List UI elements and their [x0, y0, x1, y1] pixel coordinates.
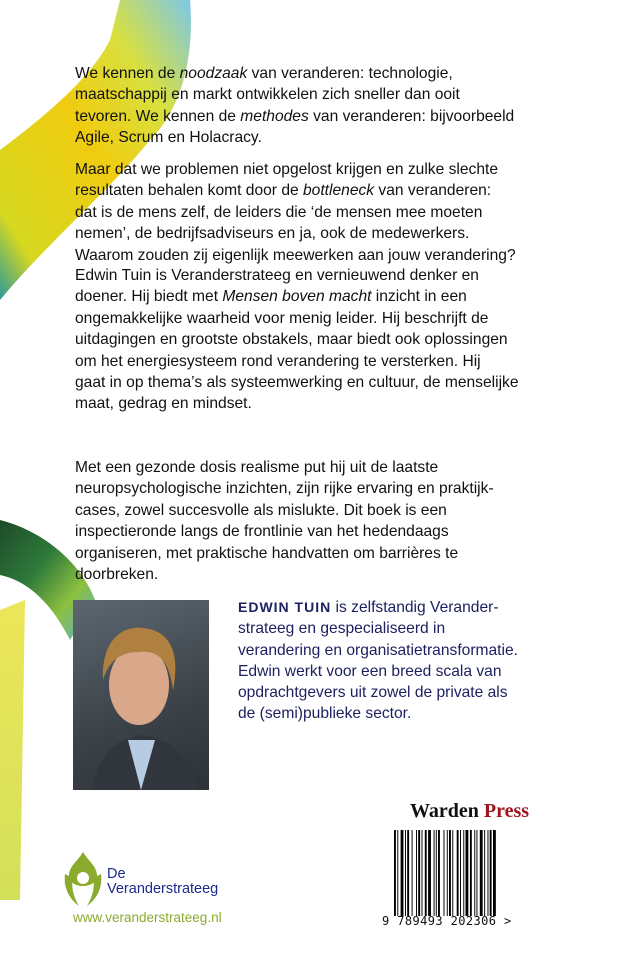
paragraph-line: [75, 478, 494, 499]
body-paragraph: [75, 63, 514, 149]
barcode-bar: [418, 830, 420, 916]
logo-line: De: [107, 866, 126, 882]
text-segment: inzicht in een: [371, 288, 467, 306]
bio-line: strateeg en gespecialiseerd in: [238, 620, 446, 638]
paragraph-line: [75, 84, 514, 105]
text-segment: van veranderen: bijvoorbeeld: [308, 107, 515, 125]
paragraph-line: [75, 521, 494, 542]
logo-line: Veranderstrateeg: [107, 881, 219, 897]
isbn-number: 9 789493 202306 >: [382, 914, 512, 928]
body-paragraph: [75, 159, 516, 266]
barcode-bar: [477, 830, 478, 916]
text-segment: uitdagingen en grootste obstakels, maar biedt ook oplossingen: [75, 331, 508, 349]
paragraph-line: [75, 245, 516, 266]
barcode-bar: [493, 830, 496, 916]
text-segment: inspectieronde langs de frontlinie van het hedendaags: [75, 523, 449, 541]
publisher-name-press: Press: [483, 800, 530, 822]
paragraph-line: [75, 308, 519, 329]
author-name: EDWIN TUIN: [238, 599, 332, 615]
paragraph-line: [75, 106, 514, 127]
emphasized-text: Mensen boven macht: [222, 288, 372, 306]
barcode-bar: [416, 830, 417, 916]
barcode-bar: [463, 830, 464, 916]
paragraph-line: [75, 180, 516, 201]
veranderstrateeg-logo-icon: [63, 852, 103, 908]
bio-line: is zelfstandig Verander-: [331, 599, 499, 616]
text-segment: Edwin Tuin is Veranderstrateeg en vernieuwend denker en: [75, 267, 479, 284]
barcode-bar: [484, 830, 485, 916]
website-link[interactable]: www.veranderstrateeg.nl: [73, 910, 222, 925]
barcode-bar: [434, 830, 435, 916]
barcode-bar: [422, 830, 423, 916]
text-segment: Maar dat we problemen niet opgelost krijgen en zulke slechte: [75, 161, 499, 178]
barcode-bar: [436, 830, 437, 916]
barcode-bar: [405, 830, 406, 916]
barcode-bar: [490, 830, 492, 916]
emphasized-text: bottleneck: [303, 182, 375, 200]
text-segment: Agile, Scrum en Holacracy.: [75, 129, 262, 147]
body-paragraph: [75, 265, 519, 415]
body-paragraph: [75, 457, 494, 585]
text-segment: maat, gedrag en mindset.: [75, 395, 252, 413]
barcode-bar: [397, 830, 398, 916]
barcode-bar: [401, 830, 404, 916]
text-segment: van veranderen:: [374, 182, 492, 200]
barcode-bar: [412, 830, 413, 916]
barcode-bar: [457, 830, 459, 916]
barcode-bar: [438, 830, 440, 916]
paragraph-line: [75, 223, 516, 244]
barcode-bar: [452, 830, 453, 916]
barcode-bar: [460, 830, 461, 916]
paragraph-line: [75, 372, 519, 393]
publisher-logo: [410, 800, 529, 823]
barcode-bar: [480, 830, 483, 916]
paragraph-line: [75, 564, 494, 585]
text-segment: cases, zowel succesvolle als mislukte. Dit boek is een: [75, 501, 447, 519]
bio-line: opdrachtgevers uit zowel de private als: [238, 684, 508, 702]
paragraph-line: [75, 500, 494, 521]
text-segment: maatschappij en markt ontwikkelen zich sneller dan ooit: [75, 86, 460, 104]
paragraph-line: [75, 159, 516, 180]
barcode-bar: [428, 830, 431, 916]
text-segment: organiseren, met praktische handvatten om barrières te: [75, 544, 459, 562]
paragraph-line: [75, 351, 519, 372]
barcode-bar: [447, 830, 448, 916]
publisher-name: Warden: [410, 800, 479, 822]
text-segment: Waarom zouden zij eigenlijk meewerken aan jouw verandering?: [75, 246, 516, 264]
text-segment: dat is de mens zelf, de leiders die ‘de mensen mee moeten: [75, 203, 483, 221]
emphasized-text: methodes: [240, 107, 309, 125]
barcode-bar: [444, 830, 445, 916]
paragraph-line: [75, 393, 519, 414]
paragraph-line: [75, 286, 519, 307]
paragraph-line: [75, 127, 514, 148]
text-segment: om het energiesysteem rond verandering te versterken. Hij: [75, 352, 481, 370]
text-segment: ongemakkelijke waarheid voor menig leider. Hij beschrijft de: [75, 309, 489, 327]
barcode-bar: [470, 830, 472, 916]
barcode-bar: [449, 830, 451, 916]
paragraph-line: [75, 329, 519, 350]
paragraph-line: [75, 63, 514, 84]
emphasized-text: noodzaak: [179, 65, 248, 82]
paragraph-line: [75, 265, 519, 286]
barcode-bar: [474, 830, 475, 916]
bio-line: Edwin werkt voor een breed scala van: [238, 662, 502, 680]
text-segment: tevoren. We kennen de: [75, 107, 241, 125]
author-bio: [238, 597, 518, 725]
text-segment: nemen’, de bedrijfsadviseurs en ja, ook de medewerkers.: [75, 225, 470, 243]
text-segment: van veranderen: technologie,: [247, 65, 453, 82]
text-segment: Met een gezonde dosis realisme put hij uit de laatste: [75, 459, 439, 476]
text-segment: doorbreken.: [75, 566, 159, 584]
barcode-bar: [407, 830, 409, 916]
paragraph-line: [75, 457, 494, 478]
text-segment: neuropsychologische inzichten, zijn rijke ervaring en praktijk-: [75, 480, 494, 498]
logo-text: [107, 867, 218, 897]
text-segment: gaat in op thema’s als systeemwerking en cultuur, de menselijke: [75, 374, 519, 392]
bio-line: verandering en organisatietransformatie.: [238, 641, 518, 659]
barcode-bar: [466, 830, 469, 916]
text-segment: We kennen de: [75, 65, 180, 82]
paragraph-line: [75, 202, 516, 223]
paragraph-line: [75, 543, 494, 564]
barcode-bar: [425, 830, 427, 916]
barcode-bar: [394, 830, 396, 916]
text-segment: resultaten behalen komt door de: [75, 182, 303, 200]
bio-line: de (semi)publieke sector.: [238, 705, 412, 723]
barcode-bar: [488, 830, 489, 916]
text-segment: doener. Hij biedt met: [75, 288, 223, 306]
author-photo: [73, 600, 209, 790]
